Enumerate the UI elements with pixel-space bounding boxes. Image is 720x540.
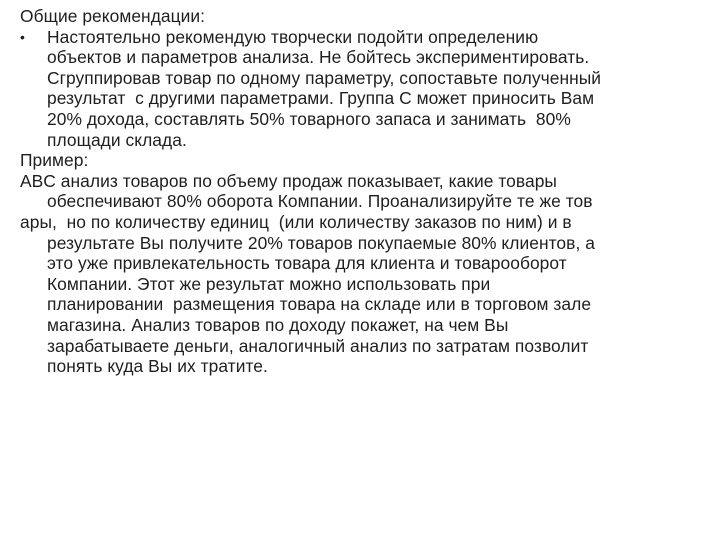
- bullet-icon: •: [20, 28, 25, 45]
- bullet-line-2: объектов и параметров анализа. Не бойтесь экспериментировать.: [47, 47, 590, 68]
- example-line-3: ары, но по количеству единиц (или количеству заказов по ним) и в: [20, 211, 572, 232]
- example-line-5: это уже привлекательность товара для клиента и товарооборот: [47, 253, 567, 274]
- heading-general-recommendations: Общие рекомендации:: [20, 6, 206, 26]
- bullet-item: [20, 27, 698, 151]
- example-line-1: ABC анализ товаров по объему продаж показывает, какие товары: [20, 170, 557, 191]
- example-line-6: Компании. Этот же результат можно использовать при: [47, 273, 491, 294]
- example-line-8: магазина. Анализ товаров по доходу покажет, на чем Вы: [47, 314, 509, 335]
- example-line-7: планировании размещения товара на складе или в торговом зале: [47, 294, 592, 315]
- bullet-line-6: площади склада.: [47, 129, 187, 150]
- example-line-10: понять куда Вы их тратите.: [47, 356, 268, 377]
- bullet-text: [47, 27, 601, 151]
- example-label: Пример:: [20, 150, 89, 171]
- example-line-4: результате Вы получите 20% товаров покупаемые 80% клиентов, а: [47, 232, 595, 253]
- example-line-9: зарабатываете деньги, аналогичный анализ по затратам позволит: [47, 335, 589, 356]
- bullet-line-5: 20% дохода, составлять 50% товарного запаса и занимать 80%: [47, 108, 571, 129]
- bullet-line-1: Настоятельно рекомендую творчески подойти определению: [47, 26, 539, 47]
- example-line-2: обеспечивают 80% оборота Компании. Проанализируйте те же тов: [47, 191, 593, 212]
- bullet-line-3: Сгруппировав товар по одному параметру, сопоставьте полученный: [47, 67, 602, 88]
- bullet-line-4: результат с другими параметрами. Группа С может приносить Вам: [47, 88, 595, 109]
